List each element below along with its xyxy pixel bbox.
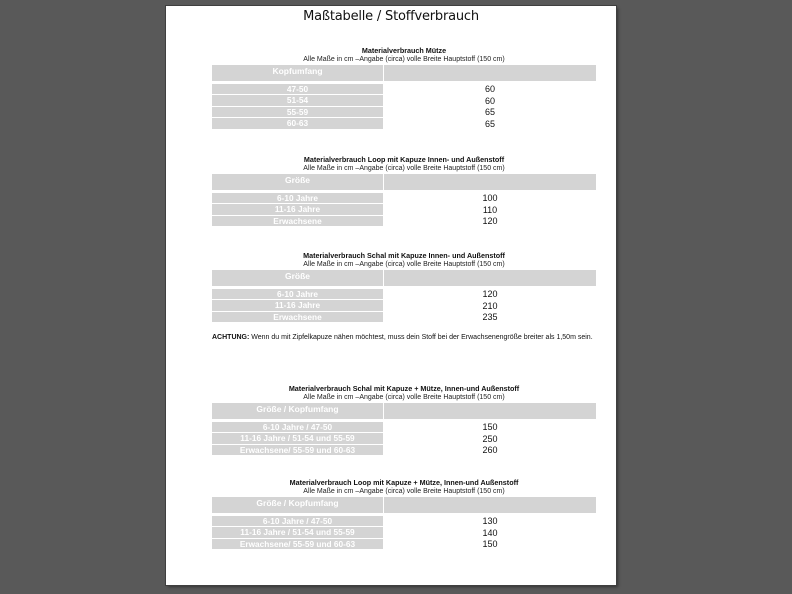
table-row	[212, 95, 596, 107]
row-label: 6-10 Jahre	[212, 193, 383, 204]
row-value: 250	[482, 433, 498, 444]
note-label: ACHTUNG:	[212, 334, 250, 341]
section-loop-muetze	[212, 478, 596, 550]
table-row	[212, 215, 596, 227]
table-row	[212, 83, 596, 95]
row-value: 260	[482, 445, 498, 455]
size-table	[212, 497, 596, 550]
header-cell: Größe	[212, 174, 383, 190]
section-title: Materialverbrauch Loop mit Kapuze + Mütze, Innen-und Außenstoff	[289, 478, 519, 487]
header-cell: Größe / Kopfumfang	[212, 403, 383, 419]
section-title: Materialverbrauch Schal mit Kapuze + Mütze, Innen-und Außenstoff	[288, 384, 520, 393]
row-label: Erwachsene	[212, 312, 383, 323]
table-row	[212, 421, 596, 433]
section-schal	[212, 251, 596, 323]
table-row	[212, 538, 596, 550]
warning-note	[212, 333, 596, 342]
table-header	[212, 497, 596, 513]
table-row	[212, 444, 596, 456]
section-title: Materialverbrauch Mütze	[361, 46, 447, 55]
row-label: 47-50	[212, 84, 383, 95]
row-value: 140	[482, 527, 498, 538]
row-label: 11-16 Jahre	[212, 300, 383, 311]
row-value: 120	[482, 289, 498, 299]
table-header	[212, 65, 596, 81]
row-value: 60	[484, 95, 495, 106]
row-label: 11-16 Jahre / 51-54 und 55-59	[212, 433, 383, 444]
row-label: 60-63	[212, 118, 383, 129]
header-cell: Größe	[212, 270, 383, 286]
size-table	[212, 270, 596, 323]
section-subtitle: Alle Maße in cm –Angabe (circa) volle Breite Hauptstoff (150 cm)	[303, 488, 505, 495]
section-subtitle: Alle Maße in cm –Angabe (circa) volle Breite Hauptstoff (150 cm)	[303, 261, 505, 268]
row-value: 65	[484, 118, 495, 129]
header-cell-empty	[384, 65, 596, 81]
section-title: Materialverbrauch Schal mit Kapuze Innen- und Außenstoff	[303, 251, 505, 260]
note-text: Wenn du mit Zipfelkapuze nähen möchtest, muss dein Stoff bei der Erwachsenengröße breiter als 1,50m sein.	[249, 334, 593, 341]
section-subtitle: Alle Maße in cm –Angabe (circa) volle Breite Hauptstoff (150 cm)	[303, 394, 505, 401]
row-value: 65	[484, 107, 495, 117]
row-label: 6-10 Jahre / 47-50	[212, 516, 383, 527]
row-label: 51-54	[212, 95, 383, 106]
table-row	[212, 433, 596, 445]
row-value: 235	[482, 312, 498, 322]
row-label: Erwachsene	[212, 216, 383, 227]
table-row	[212, 204, 596, 216]
row-label: 6-10 Jahre	[212, 289, 383, 300]
section-title: Materialverbrauch Loop mit Kapuze Innen- und Außenstoff	[303, 155, 505, 164]
row-value: 210	[482, 300, 498, 311]
header-cell-empty	[384, 497, 596, 513]
table-row	[212, 118, 596, 130]
table-row	[212, 515, 596, 527]
row-label: 11-16 Jahre	[212, 204, 383, 215]
row-value: 60	[484, 84, 495, 94]
table-row	[212, 527, 596, 539]
table-header	[212, 403, 596, 419]
row-value: 120	[482, 216, 498, 226]
table-header	[212, 174, 596, 190]
size-table	[212, 174, 596, 227]
table-row	[212, 192, 596, 204]
header-cell-empty	[384, 270, 596, 286]
row-label: 11-16 Jahre / 51-54 und 55-59	[212, 527, 383, 538]
header-cell: Größe / Kopfumfang	[212, 497, 383, 513]
header-cell-empty	[384, 403, 596, 419]
row-value: 150	[482, 422, 498, 432]
row-value: 130	[482, 516, 498, 526]
row-value: 100	[482, 193, 498, 203]
table-row	[212, 311, 596, 323]
table-header	[212, 270, 596, 286]
row-value: 110	[482, 204, 498, 215]
row-label: 6-10 Jahre / 47-50	[212, 422, 383, 433]
section-schal-muetze	[212, 384, 596, 456]
row-label: Erwachsene/ 55-59 und 60-63	[212, 539, 383, 550]
document-page	[166, 6, 616, 585]
row-value: 150	[482, 539, 498, 549]
size-table	[212, 65, 596, 129]
section-loop	[212, 155, 596, 227]
table-row	[212, 106, 596, 118]
size-table	[212, 403, 596, 456]
table-row	[212, 300, 596, 312]
table-row	[212, 288, 596, 300]
page-title: Maßtabelle / Stoffverbrauch	[303, 9, 479, 24]
row-label: 55-59	[212, 107, 383, 118]
section-muetze	[212, 46, 596, 129]
header-cell: Kopfumfang	[212, 65, 383, 81]
section-subtitle: Alle Maße in cm –Angabe (circa) volle Breite Hauptstoff (150 cm)	[303, 165, 505, 172]
row-label: Erwachsene/ 55-59 und 60-63	[212, 445, 383, 456]
section-subtitle: Alle Maße in cm –Angabe (circa) volle Breite Hauptstoff (150 cm)	[303, 56, 505, 63]
header-cell-empty	[384, 174, 596, 190]
